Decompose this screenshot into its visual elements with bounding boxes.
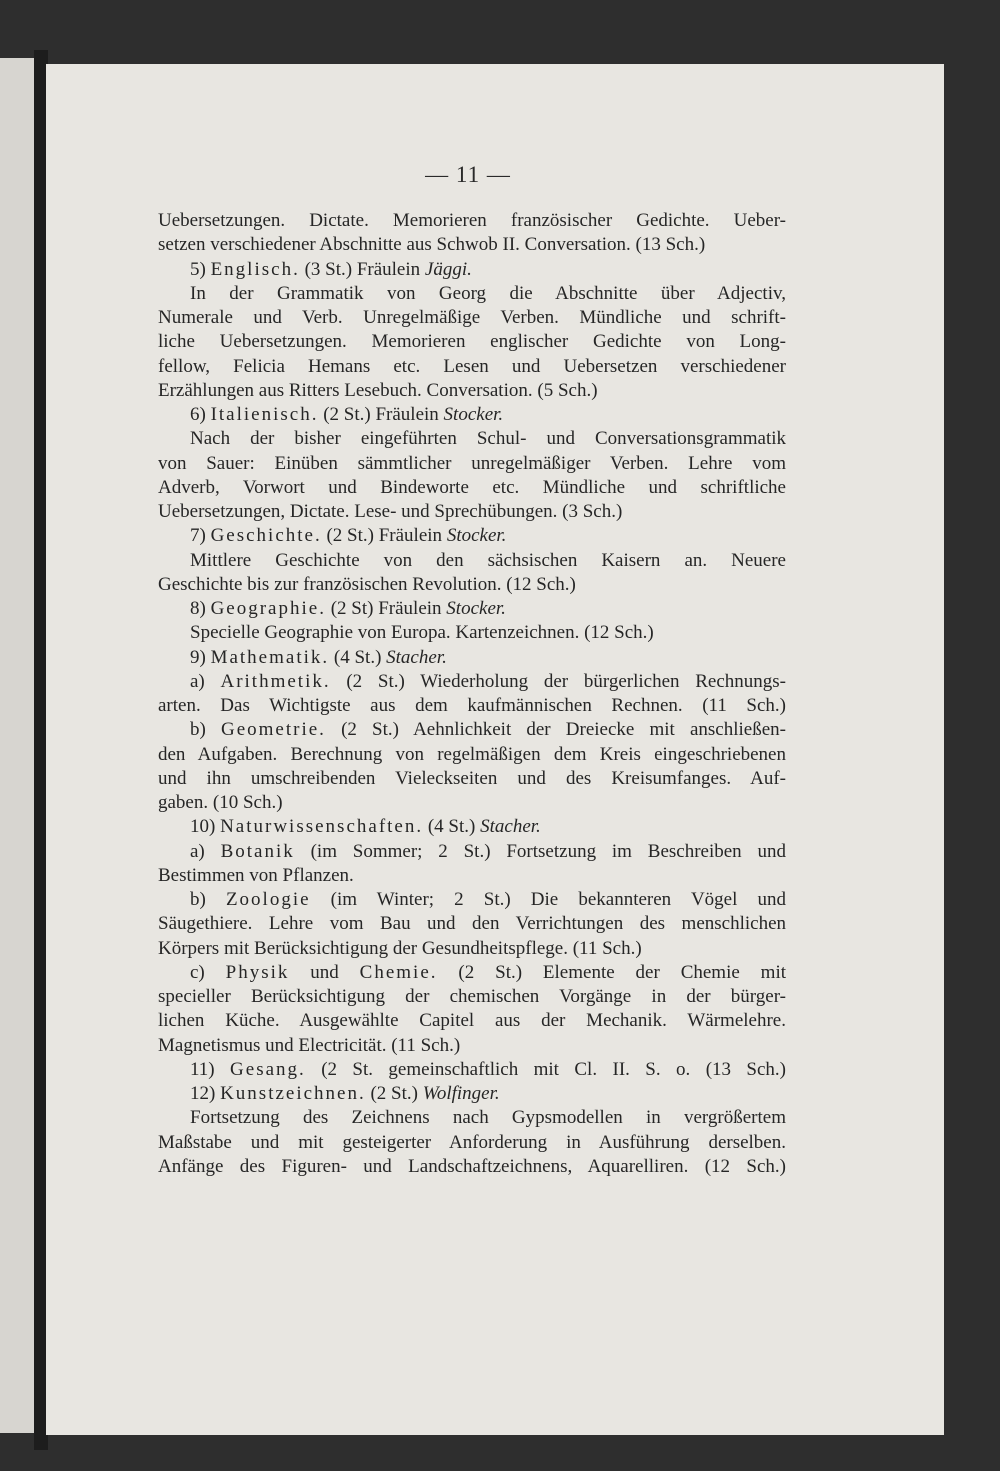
text-line — [158, 888, 786, 912]
text-line: liche Uebersetzungen. Memorieren englischer Gedichte von Long- — [158, 331, 786, 353]
text-segment: Gesang. — [230, 1058, 306, 1080]
text-line: Numerale und Verb. Unregelmäßige Verben. Mündliche und schrift- — [158, 307, 786, 328]
text-segment: und — [289, 961, 360, 983]
text-segment: Wolfinger. — [422, 1083, 500, 1104]
text-line: gaben. (10 Sch.) — [158, 792, 283, 813]
page-text — [158, 209, 786, 1179]
text-segment: c) — [190, 961, 226, 983]
text-line: In der Grammatik von Georg die Abschnitte über Adjectiv, — [190, 282, 786, 304]
text-segment: 11) — [190, 1058, 231, 1080]
text-segment: 6) — [190, 404, 211, 425]
text-line: Maßstabe und mit gesteigerter Anforderung in Ausführung derselben. — [158, 1131, 786, 1153]
text-segment: Physik — [225, 961, 290, 983]
text-line: Adverb, Vorwort und Bindeworte etc. Mündliche und schriftliche — [158, 476, 786, 498]
text-segment: (2 St. gemeinschaftlich mit Cl. II. S. o. (13 Sch.) — [305, 1058, 786, 1080]
text-line — [158, 718, 786, 742]
text-line: specieller Berücksichtigung der chemischen Vorgänge in der bürger- — [158, 986, 786, 1007]
text-line: Uebersetzungen. Dictate. Memorieren französischer Gedichte. Ueber- — [158, 210, 786, 231]
text-segment: (2 St.) Wiederholung der bürgerlichen Rechnungs- — [330, 670, 786, 692]
text-segment: (2 St.) Fräulein — [321, 525, 447, 547]
text-segment: (4 St.) — [329, 646, 387, 668]
page-number: — 11 — — [425, 162, 511, 187]
text-segment: (im Winter; 2 St.) Die bekannteren Vögel und — [310, 889, 786, 910]
text-line: den Aufgaben. Berechnung von regelmäßigen dem Kreis eingeschriebenen — [158, 743, 786, 765]
text-segment: Geographie. — [210, 598, 326, 619]
text-line: Mittlere Geschichte von den sächsischen Kaisern an. Neuere — [190, 549, 786, 571]
text-line: Nach der bisher eingeführten Schul- und Conversationsgrammatik — [190, 428, 786, 450]
text-line: von Sauer: Einüben sämmtlicher unregelmäßiger Verben. Lehre vom — [158, 452, 786, 474]
facing-page-edge — [0, 58, 34, 1433]
text-segment: Stocker. — [446, 598, 506, 619]
text-line — [158, 1058, 786, 1082]
text-segment: (2 St.) — [365, 1083, 423, 1104]
text-segment: 9) — [190, 646, 211, 668]
text-segment: (2 St.) Aehnlichkeit der Dreiecke mit anschließen- — [325, 719, 786, 741]
text-line — [158, 403, 786, 427]
text-line: Anfänge des Figuren- und Landschaftzeichnens, Aquarelliren. (12 Sch.) — [158, 1155, 786, 1177]
text-line — [158, 961, 786, 985]
text-line: fellow, Felicia Hemans etc. Lesen und Uebersetzen verschiedener — [158, 355, 786, 377]
text-line: arten. Das Wichtigste aus dem kaufmännischen Rechnen. (11 Sch.) — [158, 695, 786, 716]
text-segment: 5) — [190, 258, 211, 280]
text-line: und ihn umschreibenden Vieleckseiten und des Kreisumfanges. Auf- — [158, 767, 786, 789]
text-segment: Stocker. — [443, 404, 504, 425]
text-segment: Stacher. — [386, 646, 447, 668]
text-line — [158, 597, 786, 621]
text-line — [158, 840, 786, 864]
text-line — [158, 815, 786, 839]
text-segment: b) — [190, 889, 226, 910]
text-segment: Englisch. — [210, 258, 300, 280]
text-segment: (4 St.) — [423, 816, 481, 838]
text-line: Geschichte bis zur französischen Revolution. (12 Sch.) — [158, 573, 576, 595]
text-segment: (2 St) Fräulein — [325, 598, 447, 619]
text-segment: Arithmetik. — [220, 670, 331, 692]
text-segment: Zoologie — [225, 889, 311, 910]
text-segment: 10) — [190, 816, 221, 838]
text-segment: 7) — [190, 525, 211, 547]
text-line — [158, 258, 786, 282]
text-segment: Italienisch. — [210, 404, 319, 425]
text-segment: Chemie. — [359, 961, 438, 983]
text-line: Fortsetzung des Zeichnens nach Gypsmodellen in vergrößertem — [190, 1107, 786, 1129]
text-line: lichen Küche. Ausgewählte Capitel aus der Mechanik. Wärmelehre. — [158, 1010, 786, 1032]
text-segment: a) — [190, 840, 221, 862]
text-line: Magnetismus und Electricität. (11 Sch.) — [158, 1034, 461, 1056]
text-segment: Geschichte. — [210, 525, 322, 547]
text-segment: Jäggi. — [424, 258, 472, 280]
text-segment: Kunstzeichnen. — [220, 1083, 366, 1104]
text-segment: Mathematik. — [210, 646, 330, 668]
text-segment: a) — [190, 670, 221, 692]
text-line: Erzählungen aus Ritters Lesebuch. Conversation. (5 Sch.) — [158, 379, 598, 401]
text-line: Körpers mit Berücksichtigung der Gesundheitspflege. (11 Sch.) — [158, 937, 642, 959]
text-segment: (2 St.) Fräulein — [318, 404, 444, 425]
text-line: Säugethiere. Lehre vom Bau und den Verrichtungen des menschlichen — [158, 913, 786, 935]
text-line: setzen verschiedener Abschnitte aus Schwob II. Conversation. (13 Sch.) — [158, 234, 706, 256]
text-line: Uebersetzungen, Dictate. Lese- und Sprechübungen. (3 Sch.) — [158, 501, 623, 522]
text-segment: Geometrie. — [220, 719, 326, 741]
text-line: Bestimmen von Pflanzen. — [158, 864, 354, 886]
text-segment: 12) — [190, 1083, 221, 1104]
text-segment: (2 St.) Elemente der Chemie mit — [437, 961, 786, 983]
text-segment: Botanik — [220, 840, 295, 862]
text-segment: b) — [190, 719, 221, 741]
text-segment: 8) — [190, 598, 211, 619]
text-segment: Naturwissenschaften. — [220, 816, 424, 838]
text-segment: (3 St.) Fräulein — [299, 258, 425, 280]
text-line: Specielle Geographie von Europa. Kartenzeichnen. (12 Sch.) — [190, 622, 654, 644]
text-segment: Stocker. — [446, 525, 507, 547]
text-line — [158, 670, 786, 694]
text-line — [158, 524, 786, 548]
text-line — [158, 646, 786, 670]
text-segment: (im Sommer; 2 St.) Fortsetzung im Beschreiben und — [294, 840, 786, 862]
text-segment: Stacher. — [480, 816, 541, 838]
text-line — [158, 1082, 786, 1106]
